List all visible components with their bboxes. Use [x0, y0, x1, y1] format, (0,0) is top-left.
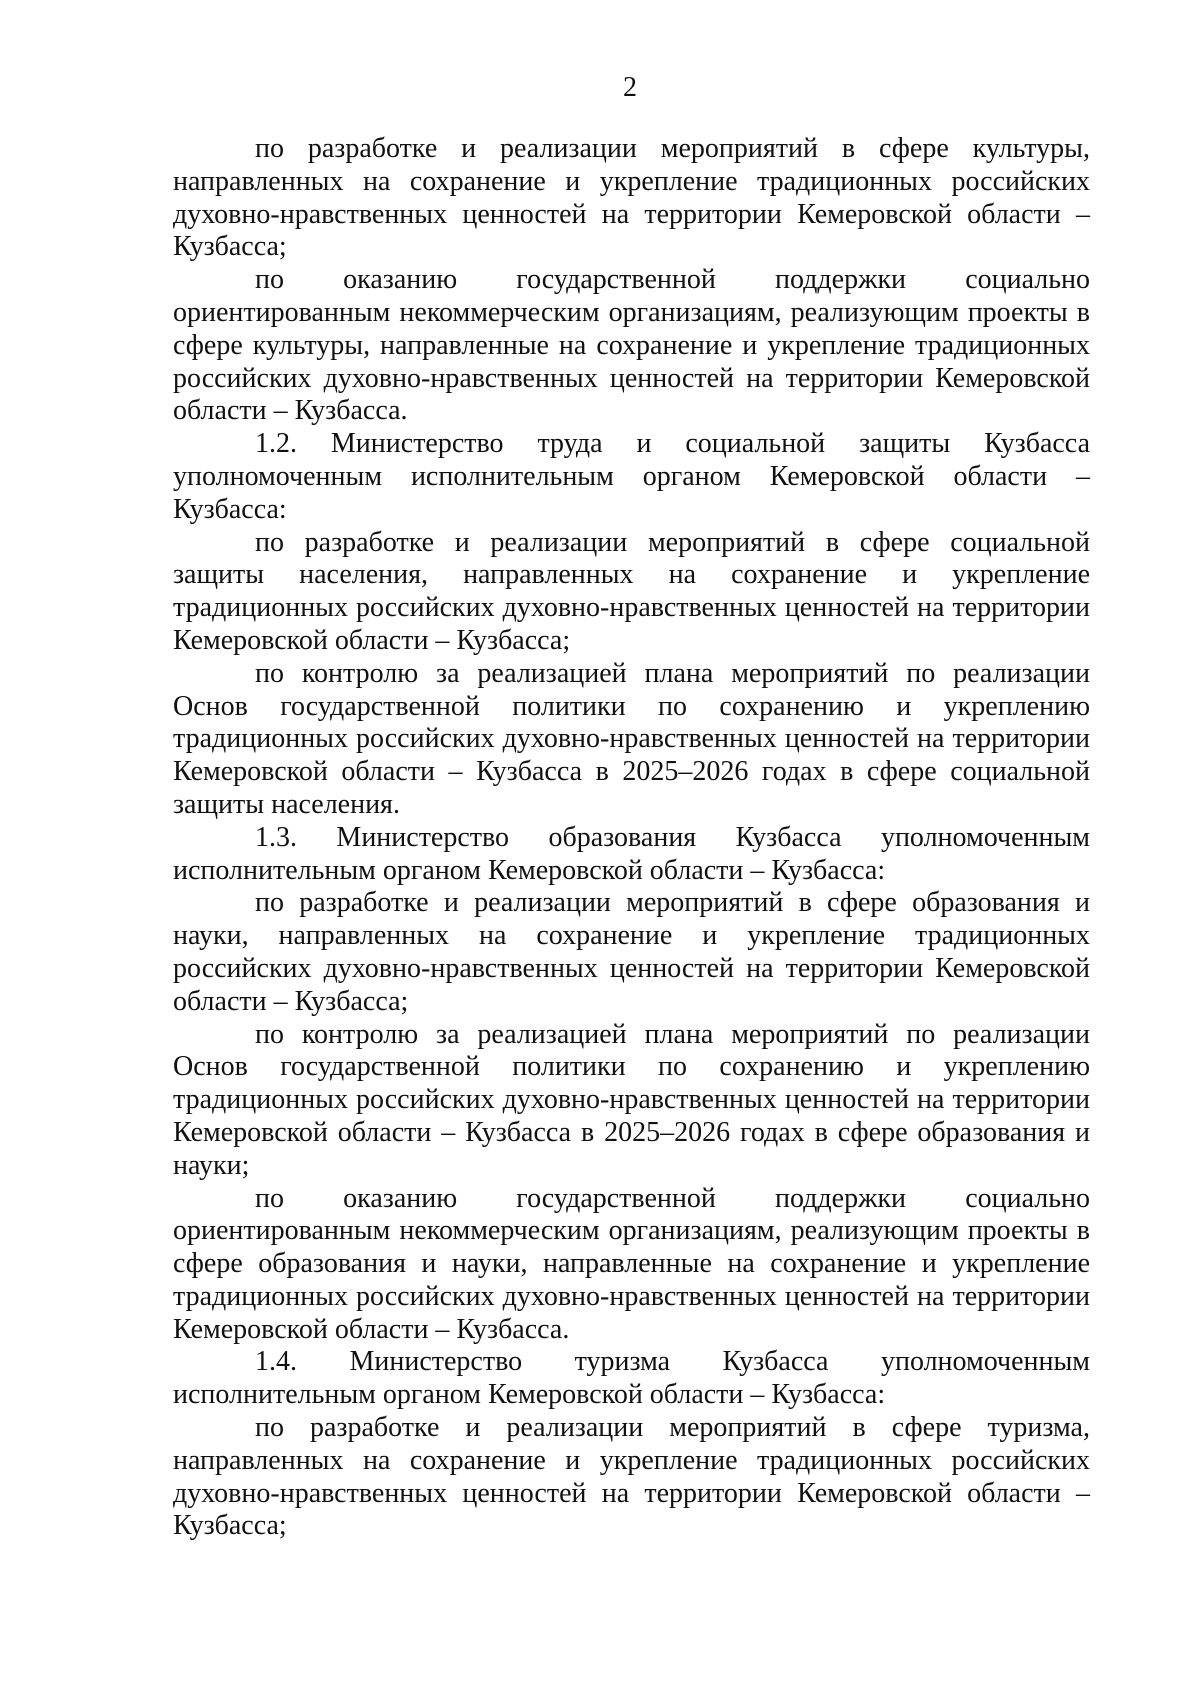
document-body [173, 133, 1090, 1543]
paragraph: по разработке и реализации мероприятий в сфере туризма, направленных на сохранение и укрепление традиционных российских духовно-нравственных ценностей на территории Кемеровской области – Кузбасса; [173, 1412, 1090, 1542]
paragraph: по оказанию государственной поддержки социально ориентированным некоммерческим организациям, реализующим проекты в сфере культуры, направленные на сохранение и укрепление традиционных российских духовно-нравственных ценностей на территории Кемеровской области – Кузбасса. [173, 264, 1090, 427]
paragraph: 1.3. Министерство образования Кузбасса уполномоченным исполнительным органом Кемеровской области – Кузбасса: [173, 821, 1090, 886]
paragraph: 1.4. Министерство туризма Кузбасса уполномоченным исполнительным органом Кемеровской области – Кузбасса: [173, 1346, 1090, 1411]
paragraph: по контролю за реализацией плана мероприятий по реализации Основ государственной политики по сохранению и укреплению традиционных российских духовно-нравственных ценностей на территории Кемеровской области – Кузбасса в 2025–2026 годах в сфере образования и науки; [173, 1018, 1090, 1181]
paragraph: по контролю за реализацией плана мероприятий по реализации Основ государственной политики по сохранению и укреплению традиционных российских духовно-нравственных ценностей на территории Кемеровской области – Кузбасса в 2025–2026 годах в сфере социальной защиты населения. [173, 657, 1090, 820]
paragraph: по разработке и реализации мероприятий в сфере социальной защиты населения, направленных на сохранение и укрепление традиционных российских духовно-нравственных ценностей на территории Кемеровской области – Кузбасса; [173, 526, 1090, 656]
paragraph: по разработке и реализации мероприятий в сфере образования и науки, направленных на сохранение и укрепление традиционных российских духовно-нравственных ценностей на территории Кемеровской области – Кузбасса; [173, 887, 1090, 1017]
paragraph: 1.2. Министерство труда и социальной защиты Кузбасса уполномоченным исполнительным органом Кемеровской области – Кузбасса: [173, 428, 1090, 525]
paragraph: по разработке и реализации мероприятий в сфере культуры, направленных на сохранение и укрепление традиционных российских духовно-нравственных ценностей на территории Кемеровской области – Кузбасса; [173, 133, 1090, 263]
paragraph: по оказанию государственной поддержки социально ориентированным некоммерческим организациям, реализующим проекты в сфере образования и науки, направленные на сохранение и укрепление традиционных российских духовно-нравственных ценностей на территории Кемеровской области – Кузбасса. [173, 1182, 1090, 1345]
page-number: 2 [623, 72, 637, 103]
